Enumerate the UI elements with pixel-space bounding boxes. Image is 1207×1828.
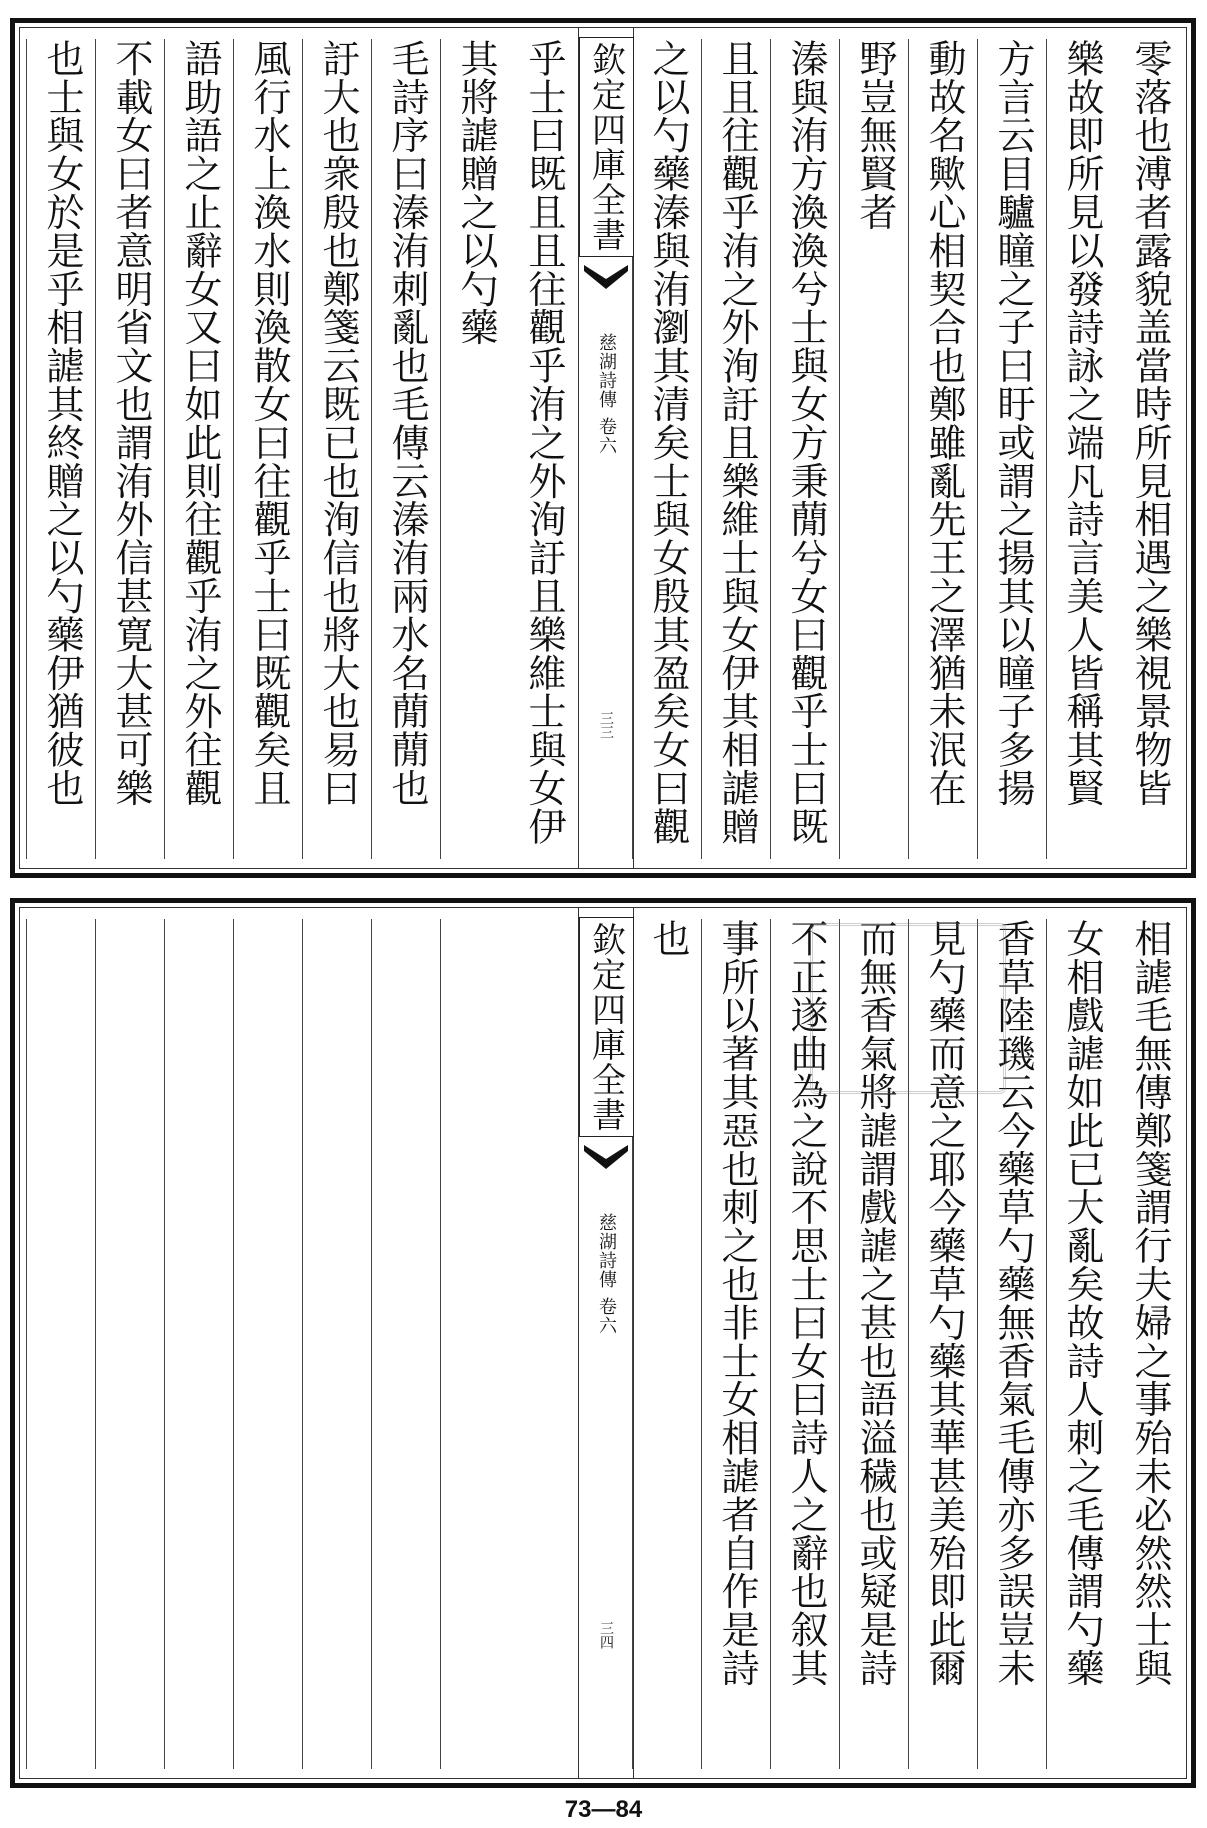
text-column: 動故名歟心相契合也鄭雖亂先王之澤猶未泯在	[908, 39, 978, 859]
top-page	[10, 18, 1196, 878]
empty-column	[164, 919, 234, 1769]
text-column: 樂故即所見以發詩詠之端凡詩言美人皆稱其賢	[1046, 39, 1116, 859]
book-title: 慈湖詩傳	[596, 1213, 617, 1289]
series-title: 欽定四庫全書	[579, 917, 634, 1137]
fish-tail-icon	[582, 263, 630, 293]
page-number: 三三	[598, 711, 614, 739]
text-column: 毛詩序曰溱洧刺亂也毛傳云溱洧兩水名蕑蕑也	[371, 39, 441, 859]
bottom-page	[10, 898, 1196, 1788]
footer-page-label: 73—84	[564, 1796, 643, 1823]
text-column: 香草陸璣云今藥草勺藥無香氣毛傳亦多誤豈未	[977, 919, 1047, 1769]
empty-column	[302, 919, 372, 1769]
text-column: 不正遂曲為之說不思士曰女曰詩人之辭也叙其	[770, 919, 840, 1769]
volume-label: 卷六	[596, 417, 617, 455]
text-column: 語助語之止辭女又曰如此則往觀乎洧之外往觀	[164, 39, 234, 859]
text-column: 見勺藥而意之耶今藥草勺藥其華甚美殆即此爾	[908, 919, 978, 1769]
page-number: 三四	[598, 1621, 614, 1649]
empty-column	[509, 919, 578, 1769]
text-column: 風行水上渙水則渙散女曰往觀乎士曰既觀矣且	[233, 39, 303, 859]
library-seal	[810, 923, 1006, 1094]
empty-column	[95, 919, 165, 1769]
text-column: 也	[632, 919, 702, 1769]
text-column: 其將謔贈之以勺藥	[440, 39, 510, 859]
text-column: 溱與洧方渙渙兮士與女方秉蕑兮女曰觀乎士曰既	[770, 39, 840, 859]
text-column: 女相戲謔如此已大亂矣故詩人刺之毛傳謂勺藥	[1046, 919, 1116, 1769]
empty-column	[440, 919, 510, 1769]
text-column: 之以勺藥溱與洧瀏其清矣士與女殷其盈矣女曰觀	[632, 39, 702, 859]
center-gutter	[578, 27, 634, 869]
empty-column	[233, 919, 303, 1769]
text-column: 方言云目驢瞳之子曰盱或謂之揚其以瞳子多揚	[977, 39, 1047, 859]
text-column: 零落也溥者露貌盖當時所見相遇之樂視景物皆	[1128, 39, 1172, 807]
empty-column	[371, 919, 441, 1769]
book-title: 慈湖詩傳	[596, 333, 617, 409]
series-title: 欽定四庫全書	[579, 37, 634, 257]
text-column: 野豈無賢者	[839, 39, 909, 859]
text-column: 相謔毛無傳鄭箋謂行夫婦之事殆未必然然士與	[1128, 919, 1172, 1687]
text-column: 也士與女於是乎相謔其終贈之以勺藥伊猶彼也	[26, 39, 96, 859]
text-column: 訏大也衆殷也鄭箋云既已也洵信也將大也易曰	[302, 39, 372, 859]
empty-column	[26, 919, 96, 1769]
fish-tail-icon	[582, 1143, 630, 1173]
center-gutter	[578, 907, 634, 1779]
text-column: 事所以著其惡也刺之也非士女相謔者自作是詩	[701, 919, 771, 1769]
text-column: 而無香氣將謔謂戲謔之甚也語溢穢也或疑是詩	[839, 919, 909, 1769]
text-column: 乎士曰既且且往觀乎洧之外洵訏且樂維士與女伊	[522, 39, 566, 846]
text-column: 不載女曰者意明省文也謂洧外信甚寛大甚可樂	[95, 39, 165, 859]
volume-label: 卷六	[596, 1297, 617, 1335]
text-column: 且且往觀乎洧之外洵訏且樂維士與女伊其相謔贈	[701, 39, 771, 859]
